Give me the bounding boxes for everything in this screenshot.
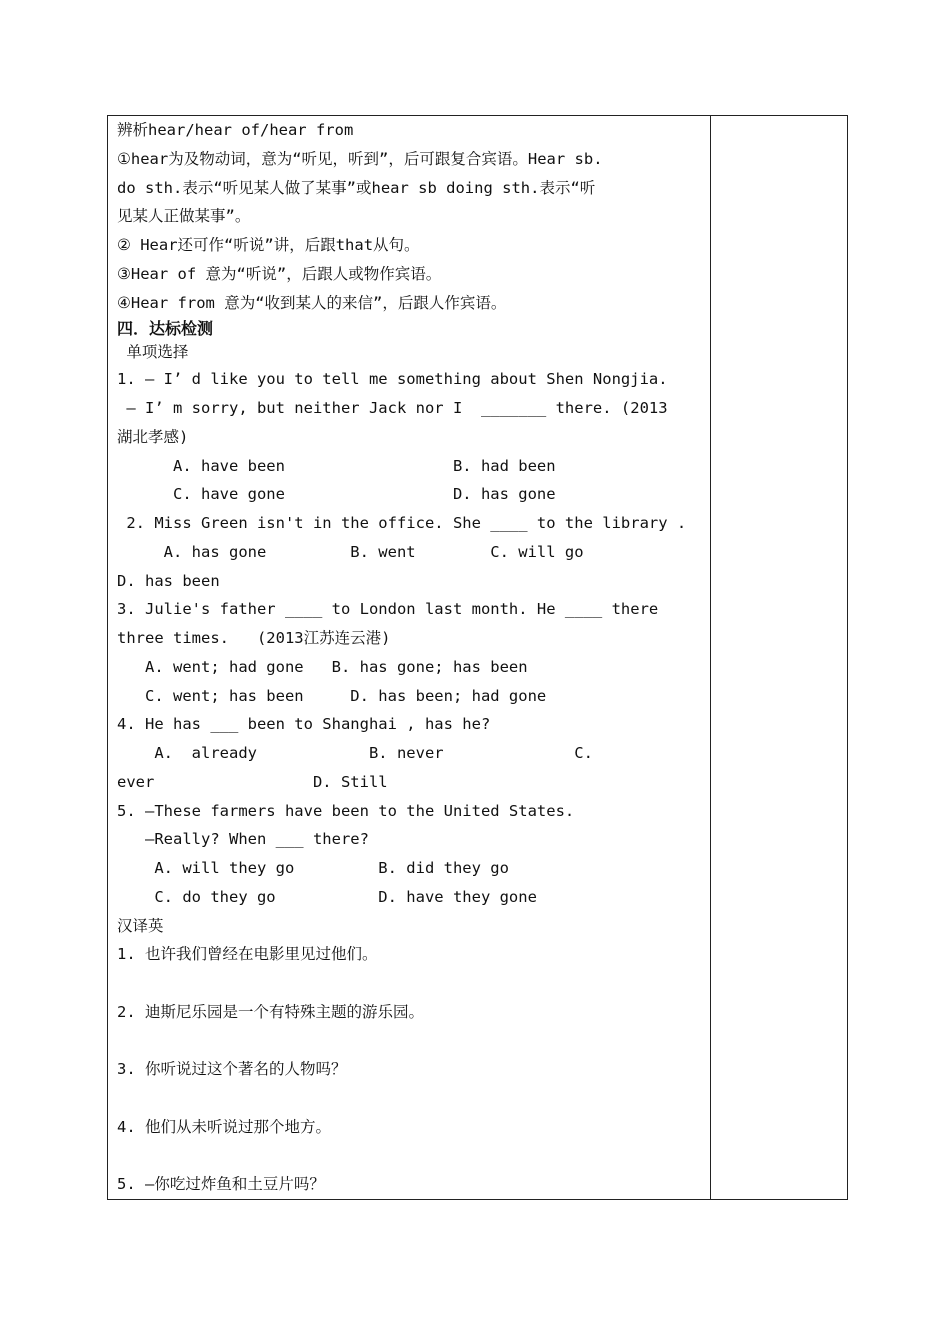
section-heading: 四．达标检测 (117, 319, 214, 339)
translate-item: 2. 迪斯尼乐园是一个有特殊主题的游乐园。 (117, 1002, 424, 1021)
translate-item: 4. 他们从未听说过那个地方。 (117, 1117, 331, 1136)
answer-space (117, 1084, 707, 1113)
answer-space (117, 1142, 707, 1171)
text-line: ③Hear of 意为“听说”，后跟人或物作宾语。 (117, 264, 442, 283)
quiz-line: 湖北孝感) (117, 427, 189, 446)
quiz-line: A. went; had gone B. has gone; has been (117, 657, 528, 676)
quiz-line: C. went; has been D. has been; had gone (117, 686, 547, 705)
column-divider (710, 115, 711, 1200)
answer-space (117, 1027, 707, 1056)
quiz-line: C. do they go D. have they gone (117, 887, 537, 906)
text-line: 辨析hear/hear of/hear from (117, 121, 354, 139)
quiz-line: 5. —These farmers have been to the United States. (117, 801, 575, 820)
text-line: 见某人正做某事”。 (117, 207, 251, 226)
quiz-line: 1. — I’ d like you to tell me something about Shen Nongjia. (117, 370, 668, 389)
translate-heading: 汉译英 (117, 916, 164, 935)
answer-space (117, 969, 707, 998)
translate-item: 5. —你吃过炸鱼和土豆片吗？ (117, 1175, 325, 1194)
quiz-line: D. has been (117, 571, 220, 590)
quiz-line: —Really? When ___ there? (117, 830, 369, 849)
translate-item: 3. 你听说过这个著名的人物吗？ (117, 1060, 347, 1079)
translate-item: 1. 也许我们曾经在电影里见过他们。 (117, 945, 378, 964)
quiz-line: 4. He has ___ been to Shanghai , has he? (117, 715, 491, 734)
quiz-line: A. already B. never C. (117, 744, 593, 762)
text-line: do sth.表示“听见某人做了某事”或hear sb doing sth.表示“听 (117, 178, 596, 197)
quiz-line: A. has gone B. went C. will go (117, 542, 584, 561)
main-cell (117, 116, 707, 1199)
quiz-line: C. have gone D. has gone (117, 485, 556, 504)
quiz-line: A. have been B. had been (117, 456, 556, 475)
sub-heading: 单项选择 (117, 343, 189, 362)
quiz-line: 2. Miss Green isn't in the office. She ____ to the library . (117, 514, 687, 532)
text-line: ② Hear还可作“听说”讲，后跟that从句。 (117, 236, 420, 254)
quiz-line: A. will they go B. did they go (117, 859, 509, 877)
text-line: ①hear为及物动词，意为“听见，听到”，后可跟复合宾语。Hear sb. (117, 149, 603, 168)
text-line: ④Hear from 意为“收到某人的来信”，后跟人作宾语。 (117, 293, 507, 312)
quiz-line: ever D. Still (117, 772, 388, 791)
quiz-line: — I’ m sorry, but neither Jack nor I _______ there. (2013 (117, 399, 668, 417)
quiz-line: three times. (2013江苏连云港) (117, 629, 391, 647)
quiz-line: 3. Julie's father ____ to London last month. He ____ there (117, 600, 659, 619)
